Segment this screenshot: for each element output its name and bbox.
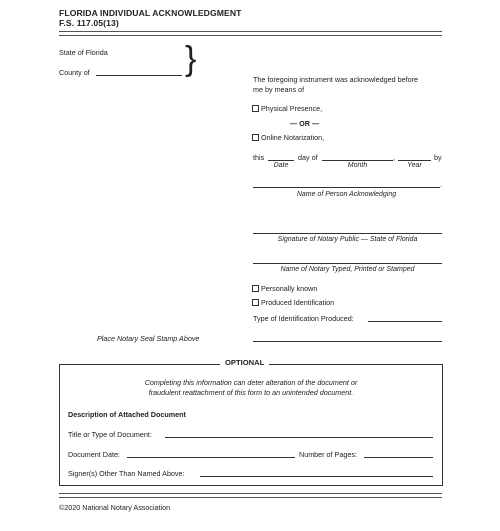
signers-field[interactable]	[200, 476, 433, 477]
county-label: County of	[59, 68, 90, 77]
notary-signature-field[interactable]	[253, 233, 442, 234]
copyright: ©2020 National Notary Association	[59, 503, 171, 512]
form-title: FLORIDA INDIVIDUAL ACKNOWLEDGMENT	[59, 8, 242, 18]
month-caption: Month	[347, 162, 368, 169]
description-heading: Description of Attached Document	[68, 410, 186, 419]
online-notarization-label: Online Notarization,	[261, 133, 325, 142]
date-caption: Date	[273, 162, 289, 169]
physical-presence-option[interactable]	[252, 104, 322, 113]
id-type-field[interactable]	[368, 321, 442, 322]
optional-heading: OPTIONAL	[220, 358, 269, 367]
month-field[interactable]	[322, 160, 393, 161]
venue-brace: }	[185, 40, 197, 78]
notary-name-field[interactable]	[253, 263, 442, 264]
seal-line	[253, 341, 442, 342]
produced-id-label: Produced Identification	[261, 298, 335, 307]
personally-known-option[interactable]	[252, 284, 317, 293]
statute-reference: F.S. 117.05(13)	[59, 18, 119, 28]
intro-text-line1: The foregoing instrument was acknowledged before	[253, 75, 419, 84]
signers-label: Signer(s) Other Than Named Above:	[68, 469, 185, 478]
document-title-field[interactable]	[165, 437, 433, 438]
optional-note-line2: fraudulent reattachment of this form to an unintended document.	[148, 388, 354, 397]
document-title-label: Title or Type of Document:	[68, 430, 152, 439]
pages-field[interactable]	[364, 457, 433, 458]
online-notarization-checkbox[interactable]	[252, 134, 259, 141]
personally-known-checkbox[interactable]	[252, 285, 259, 292]
county-field[interactable]	[96, 75, 182, 76]
produced-id-option[interactable]	[252, 298, 334, 307]
personally-known-label: Personally known	[261, 284, 318, 293]
document-date-field[interactable]	[127, 457, 295, 458]
produced-id-checkbox[interactable]	[252, 299, 259, 306]
intro-text-line2: me by means of	[253, 85, 305, 94]
or-separator: — OR —	[290, 119, 320, 128]
date-comma: ,	[393, 153, 395, 162]
state-label: State of Florida	[59, 48, 108, 57]
header-divider	[59, 31, 442, 36]
by-label: by	[434, 153, 442, 162]
date-field[interactable]	[268, 160, 294, 161]
person-caption: Name of Person Acknowledging	[296, 191, 397, 198]
online-notarization-option[interactable]	[252, 133, 324, 142]
pages-label: Number of Pages:	[299, 450, 357, 459]
id-type-label: Type of Identification Produced:	[253, 314, 354, 323]
physical-presence-label: Physical Presence,	[261, 104, 323, 113]
person-name-field[interactable]	[253, 187, 440, 188]
notary-signature-caption: Signature of Notary Public — State of Florida	[277, 236, 418, 243]
footer-divider	[59, 493, 442, 498]
person-period: .	[440, 180, 442, 189]
year-caption: Year	[407, 162, 422, 169]
year-field[interactable]	[398, 160, 431, 161]
seal-label: Place Notary Seal Stamp Above	[97, 334, 200, 343]
document-date-label: Document Date:	[68, 450, 120, 459]
this-label: this	[253, 153, 265, 162]
notary-name-caption: Name of Notary Typed, Printed or Stamped	[280, 266, 415, 273]
physical-presence-checkbox[interactable]	[252, 105, 259, 112]
optional-note-line1: Completing this information can deter alteration of the document or	[144, 378, 358, 387]
day-of-label: day of	[298, 153, 318, 162]
